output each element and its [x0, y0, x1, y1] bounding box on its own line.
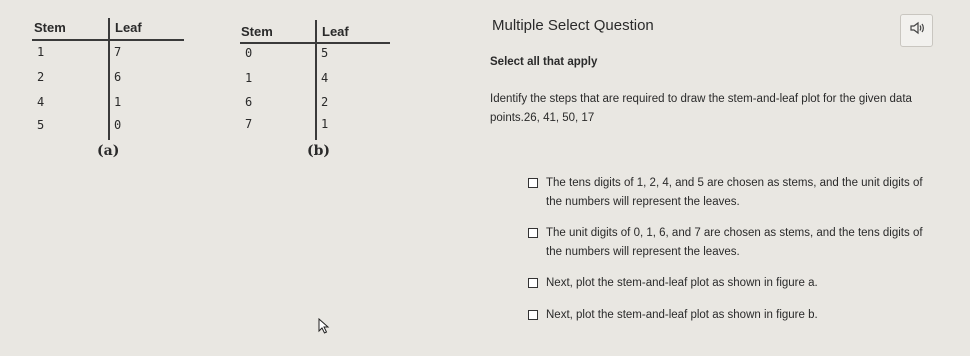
option-label[interactable]: Next, plot the stem-and-leaf plot as shown in figure a. — [546, 277, 818, 289]
stem-value: 0 — [245, 46, 253, 60]
checkbox[interactable] — [528, 278, 538, 288]
leaf-value: 1 — [114, 95, 122, 109]
stem-value: 7 — [245, 117, 253, 131]
leaf-value: 7 — [114, 45, 122, 59]
audio-button[interactable] — [900, 14, 933, 47]
figure-caption: (b) — [307, 143, 331, 159]
leaf-value: 0 — [114, 118, 122, 132]
stem-value: 4 — [37, 95, 45, 109]
question-text: Identify the steps that are required to draw the stem-and-leaf plot for the given data points.26, 41, 50, 17 — [490, 93, 912, 124]
leaf-header: Leaf — [115, 20, 142, 35]
leaf-value: 4 — [321, 71, 329, 85]
option-label[interactable]: The tens digits of 1, 2, 4, and 5 are chosen as stems, and the unit digits of the numbers will represent the leaves. — [546, 177, 923, 208]
checkbox[interactable] — [528, 178, 538, 188]
instruction-text: Select all that apply — [490, 56, 598, 68]
stem-value: 6 — [245, 95, 253, 109]
stem-header: Stem — [34, 20, 66, 35]
stem-value: 1 — [245, 71, 253, 85]
option-label[interactable]: The unit digits of 0, 1, 6, and 7 are chosen as stems, and the tens digits of the numbers will represent the leaves. — [546, 227, 923, 258]
checkbox[interactable] — [528, 310, 538, 320]
leaf-value: 6 — [114, 70, 122, 84]
figure-caption: (a) — [97, 143, 120, 159]
stem-value: 2 — [37, 70, 45, 84]
mouse-cursor-icon — [318, 318, 330, 339]
stem-leaf-divider — [108, 18, 110, 140]
stem-header: Stem — [241, 24, 273, 39]
question-title: Multiple Select Question — [492, 17, 654, 34]
leaf-value: 5 — [321, 46, 329, 60]
speaker-icon — [909, 21, 925, 40]
leaf-value: 1 — [321, 117, 329, 131]
stem-value: 1 — [37, 45, 45, 59]
checkbox[interactable] — [528, 228, 538, 238]
option-label[interactable]: Next, plot the stem-and-leaf plot as shown in figure b. — [546, 309, 818, 321]
leaf-value: 2 — [321, 95, 329, 109]
stem-value: 5 — [37, 118, 45, 132]
leaf-header: Leaf — [322, 24, 349, 39]
stem-leaf-divider — [315, 20, 317, 140]
